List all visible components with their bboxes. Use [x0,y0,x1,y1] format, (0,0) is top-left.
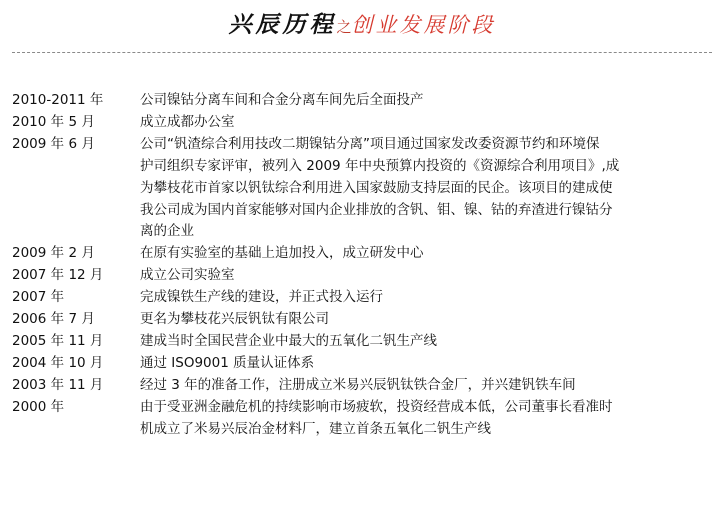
title-main: 兴辰历程 [228,11,337,38]
title-connector: 之 [336,18,352,36]
entry-description: 公司镍钴分离车间和合金分离车间先后全面投产 [140,92,424,108]
timeline-entry [12,90,717,112]
timeline-entry [12,331,717,353]
entry-date: 2000 年 [12,398,65,415]
entry-description: 建成当时全国民营企业中最大的五氧化二钒生产线 [140,332,437,349]
entry-date: 2009 年 6 月 [12,135,95,152]
timeline-entry [12,353,717,375]
entry-date: 2007 年 12 月 [12,267,104,284]
entry-date: 2007 年 [12,289,65,306]
entry-description: 经过 3 年的准备工作，注册成立米易兴辰钒钛铁合金厂，并兴建钒铁车间 [140,376,576,393]
entry-date: 2010-2011 年 [12,92,104,108]
timeline-entry [12,375,717,397]
entry-date: 2006 年 7 月 [12,311,95,328]
timeline-entry [12,134,717,244]
timeline-entry [12,243,717,265]
timeline-entry [12,265,717,287]
timeline-list [12,90,717,441]
timeline-entry [12,112,717,134]
entry-date: 2009 年 2 月 [12,245,95,262]
page-title [0,6,724,40]
entry-description: 完成镍铁生产线的建设，并正式投入运行 [140,289,383,306]
entry-description: 由于受亚洲金融危机的持续影响市场疲软，投资经营成本低，公司董事长看准时 机成立了米易兴辰冶金材料厂，建立首条五氧化二钒生产线 [140,398,613,437]
entry-description: 成立成都办公室 [140,113,235,130]
title-subtitle: 创业发展阶段 [351,13,496,37]
entry-description: 在原有实验室的基础上追加投入，成立研发中心 [140,245,424,262]
timeline-entry [12,287,717,309]
dashed-divider [12,52,712,53]
entry-date: 2010 年 5 月 [12,113,95,130]
entry-description: 成立公司实验室 [140,267,235,284]
entry-description: 更名为攀枝花兴辰钒钛有限公司 [140,311,329,328]
timeline-entry [12,309,717,331]
entry-date: 2004 年 10 月 [12,354,104,371]
timeline-entry [12,397,717,441]
entry-description: 公司“钒渣综合利用技改二期镍钴分离”项目通过国家发改委资源节约和环境保 护司组织专家评审，被列入 2009 年中央预算内投资的《资源综合利用项目》,成 为攀枝花市首家以钒钛综合利用进入国家鼓励支持层面的民企。该项目的建成使 我公司成为国内首家能够对国内企业排放的含钒、钼、镍、钴的弃渣进行镍钴分 离的企业 [140,135,620,240]
entry-date: 2005 年 11 月 [12,332,104,349]
entry-date: 2003 年 11 月 [12,376,104,393]
entry-description: 通过 ISO9001 质量认证体系 [140,354,315,371]
